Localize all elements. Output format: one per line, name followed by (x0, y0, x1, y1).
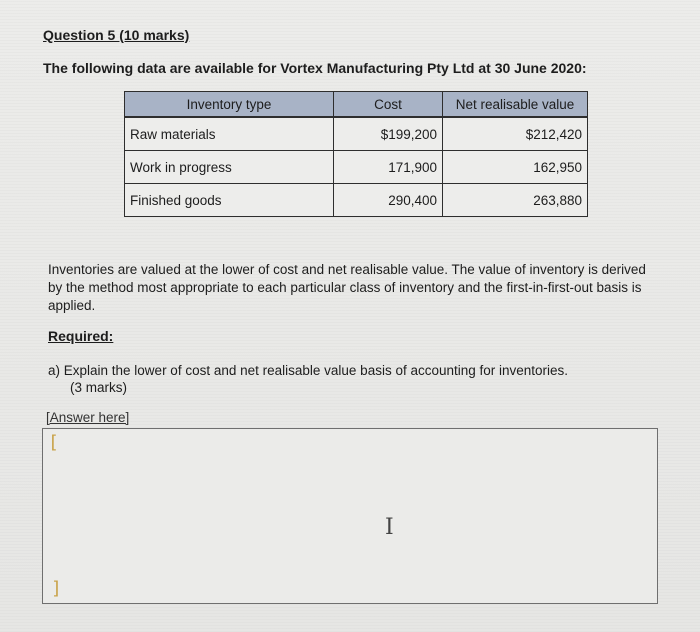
cell-type: Raw materials (125, 117, 334, 151)
cell-nrv: 162,950 (443, 151, 588, 184)
inventory-table (124, 91, 588, 217)
question-title: Question 5 (10 marks) (43, 27, 190, 43)
answer-label: [Answer here] (46, 410, 130, 425)
header-cost: Cost (334, 92, 443, 118)
part-a-text: a) Explain the lower of cost and net realisable value basis of accounting for inventories. (48, 363, 569, 378)
table-row (125, 151, 588, 184)
part-a-question (48, 362, 648, 396)
close-bracket-marker: ] (51, 578, 62, 599)
text-cursor-icon: I (385, 515, 394, 540)
table-row (125, 117, 588, 151)
cell-type: Finished goods (125, 184, 334, 217)
cell-nrv: 263,880 (443, 184, 588, 217)
cell-type: Work in progress (125, 151, 334, 184)
cell-cost: $199,200 (334, 117, 443, 151)
part-a-marks: (3 marks) (70, 380, 127, 395)
cell-cost: 290,400 (334, 184, 443, 217)
open-bracket-marker: [ (48, 432, 59, 453)
inventory-paragraph: Inventories are valued at the lower of cost and net realisable value. The value of inventory is derived by the method most appropriate to each particular class of inventory and the first-in-first-out basis is applied. (48, 262, 646, 313)
cell-cost: 171,900 (334, 151, 443, 184)
question-intro: The following data are available for Vortex Manufacturing Pty Ltd at 30 June 2020: (43, 60, 587, 76)
cell-nrv: $212,420 (443, 117, 588, 151)
answer-textbox[interactable] (42, 428, 658, 604)
header-inventory-type: Inventory type (125, 92, 334, 118)
required-heading: Required: (48, 328, 114, 344)
table-row (125, 184, 588, 217)
header-nrv: Net realisable value (443, 92, 588, 118)
table-header-row (125, 92, 588, 118)
